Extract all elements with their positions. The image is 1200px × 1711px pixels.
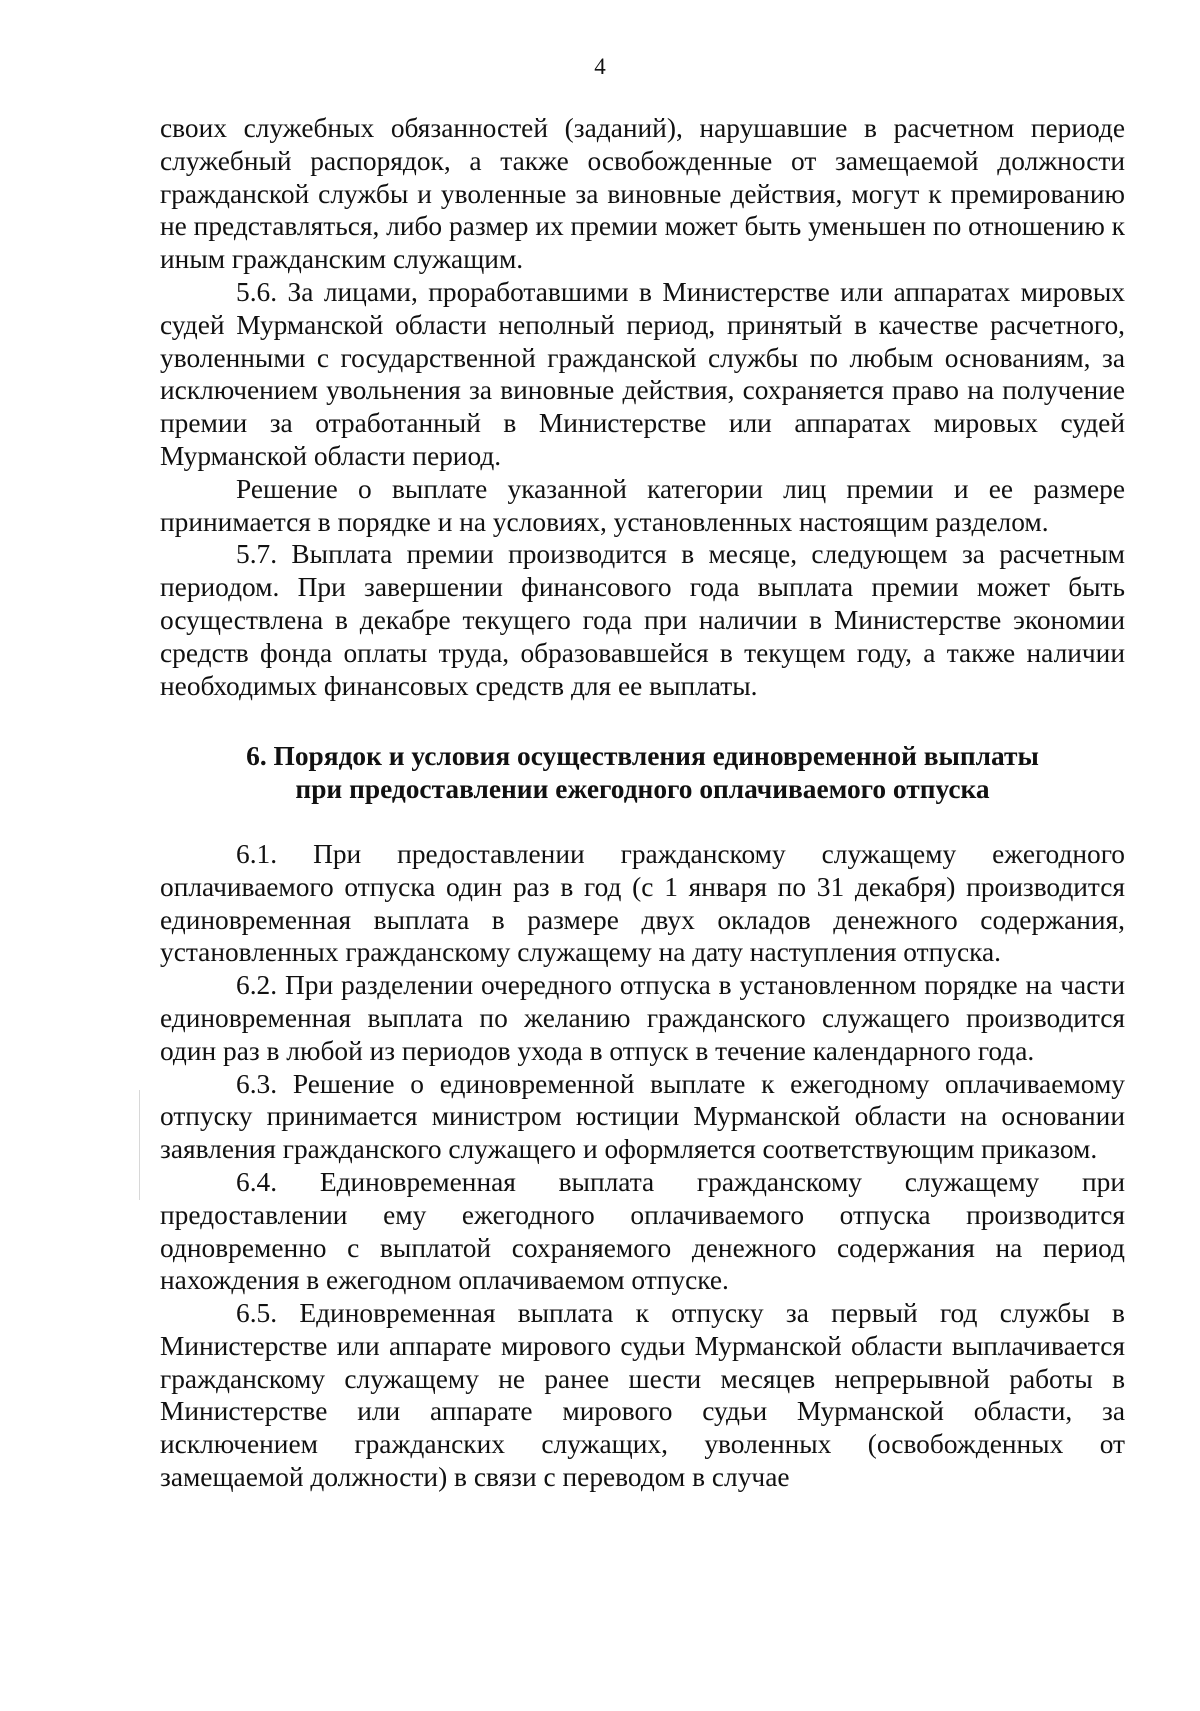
document-body — [160, 112, 1125, 1494]
page-number: 4 — [594, 54, 606, 79]
paragraph-6-4: 6.4. Единовременная выплата гражданскому служащему при предоставлении ему ежегодного оплачиваемого отпуска производится одновременно с выплатой сохраняемого денежного содержания на период нахождения в ежегодном оплачиваемом отпуске. — [160, 1166, 1125, 1296]
paragraph-6-2: 6.2. При разделении очередного отпуска в установленном порядке на части единовременная выплата по желанию гражданского служащего производится один раз в любой из периодов ухода в отпуск в течение календарного года. — [160, 970, 1125, 1066]
section-6-heading-line-2: при предоставлении ежегодного оплачиваемого отпуска — [295, 774, 990, 805]
paragraph-6-1: 6.1. При предоставлении гражданскому служащему ежегодного оплачиваемого отпуска один раз в год (с 1 января по 31 декабря) производится единовременная выплата в размере двух окладов денежного содержания, установленных гражданскому служащему на дату наступления отпуска. — [160, 838, 1125, 968]
paragraph-5-7: 5.7. Выплата премии производится в месяце, следующем за расчетным периодом. При завершении финансового года выплата премии может быть осуществлена в декабре текущего года при наличии в Министерстве экономии средств фонда оплаты труда, образовавшейся в текущем году, а также наличии необходимых финансовых средств для ее выплаты. — [160, 539, 1125, 701]
paragraph-5-6-decision: Решение о выплате указанной категории лиц премии и ее размере принимается в порядке и на условиях, установленных настоящим разделом. — [160, 473, 1125, 537]
section-6-heading-line-1: 6. Порядок и условия осуществления единовременной выплаты — [246, 741, 1039, 772]
paragraph-6-5: 6.5. Единовременная выплата к отпуску за первый год службы в Министерстве или аппарате мирового судьи Мурманской области выплачивается гражданскому служащему не ранее шести месяцев непрерывной работы в Министерстве или аппарате мирового судьи Мурманской области, за исключением гражданских служащих, уволенных (освобожденных от замещаемой должности) в связи с переводом в случае — [160, 1298, 1125, 1493]
paragraph-continuation: своих служебных обязанностей (заданий), нарушавшие в расчетном периоде служебный распорядок, а также освобожденные от замещаемой должности гражданской службы и уволенные за виновные действия, могут к премированию не представляться, либо размер их премии может быть уменьшен по отношению к иным гражданским служащим. — [160, 113, 1125, 275]
section-6-heading — [160, 740, 1125, 806]
paragraph-6-3: 6.3. Решение о единовременной выплате к ежегодному оплачиваемому отпуску принимается министром юстиции Мурманской области на основании заявления гражданского служащего и оформляется соответствующим приказом. — [160, 1068, 1125, 1165]
paragraph-5-6: 5.6. За лицами, проработавшими в Министерстве или аппаратах мировых судей Мурманской области неполный период, принятый в качестве расчетного, уволенными с государственной гражданской службы по любым основаниям, за исключением увольнения за виновные действия, сохраняется право на получение премии за отработанный в Министерстве или аппаратах мировых судей Мурманской области период. — [160, 276, 1125, 471]
scan-margin-mark — [139, 1090, 140, 1200]
